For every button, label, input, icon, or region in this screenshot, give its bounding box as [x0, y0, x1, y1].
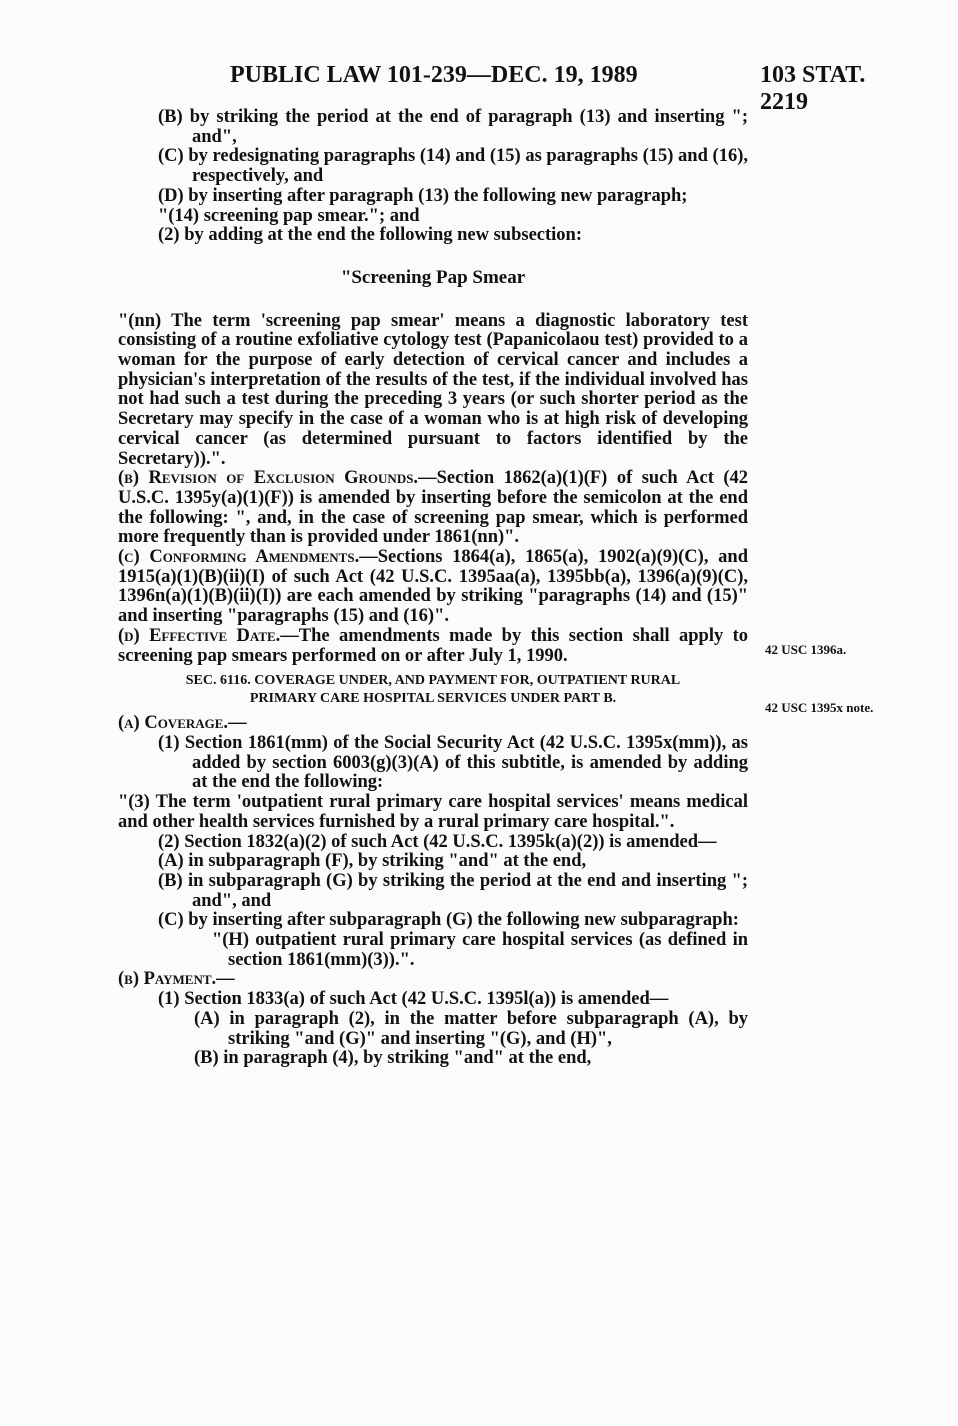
para-1832: (2) Section 1832(a)(2) of such Act (42 U.S.C. 1395k(a)(2)) is amended— [158, 831, 717, 852]
header-citation: PUBLIC LAW 101-239—DEC. 19, 1989 [230, 62, 638, 88]
margin-note-1395x: 42 USC 1395x note. [765, 700, 874, 715]
conforming-text: —Sections 1864(a), 1865(a), 1902(a)(9)(C), and 1915(a)(1)(B)(ii)(I) of such Act (42 U.S.C. 1395aa(a), 1395bb(a), 1396(a)(9)(C), 1396n(a)(1)(B)(ii)(I)) are each amended by striking "paragraphs (14) and (15)" and inserting "paragraphs (15) and (16)". [118, 547, 748, 627]
para-payment-label [118, 970, 748, 990]
para-q3: "(3) The term 'outpatient rural primary care hospital services' means medical and other health services furnished by a rural primary care hospital.". [118, 792, 748, 832]
subsection-heading: "Screening Pap Smear [340, 266, 526, 288]
section-heading-line2: PRIMARY CARE HOSPITAL SERVICES UNDER PART B. [249, 691, 617, 707]
para-add2: (2) by adding at the end the following new subsection: [158, 225, 583, 246]
para-c14: (C) by redesignating paragraphs (14) and (15) as paragraphs (15) and (16), respectively, and [158, 146, 748, 187]
section-heading-line1: SEC. 6116. COVERAGE UNDER, AND PAYMENT FOR, OUTPATIENT RURAL [185, 673, 681, 689]
para-conforming [118, 548, 748, 627]
para-d13: (D) by inserting after paragraph (13) the following new paragraph; [158, 185, 688, 206]
para-nn: "(nn) The term 'screening pap smear' means a diagnostic laboratory test consisting of a routine exfoliative cytology test (Papanicolaou test) provided to a woman for the purpose of early detection of cervical cancer and includes a physician's interpretation of the results of the test, if the individual involved has not had such a test during the preceding 3 years (or such shorter period as the Secretary may specify in the case of a woman who is at high risk of developing cervical cancer (as determined pursuant to factors identified by the Secretary)).". [118, 310, 748, 469]
para-1833: (1) Section 1833(a) of such Act (42 U.S.C. 1395l(a)) is amended— [158, 989, 669, 1010]
coverage-label: (a) Coverage. [118, 713, 229, 734]
payment-dash: — [216, 969, 235, 990]
conforming-label: (c) Conforming Amendments. [118, 547, 360, 568]
para-b13: (B) by striking the period at the end of paragraph (13) and inserting "; and", [158, 107, 748, 147]
para-cov1: (1) Section 1861(mm) of the Social Security Act (42 U.S.C. 1395x(mm)), as added by section 6003(g)(3)(A) of this subtitle, is amended by adding at the end the following: [158, 732, 748, 793]
para-coverage-label [118, 714, 748, 734]
effective-text: —The amendments made by this section shall apply to screening pap smears performed on or after July 1, 1990. [118, 625, 749, 666]
para-cG: (C) by inserting after subparagraph (G) the following new subparagraph: [158, 910, 739, 931]
effective-label: (d) Effective Date. [118, 625, 281, 646]
section-heading [118, 672, 748, 708]
para-q14: "(14) screening pap smear."; and [158, 205, 420, 226]
revision-label: (b) Revision of Exclusion Grounds. [118, 468, 419, 489]
para-a2: (A) in paragraph (2), in the matter before subparagraph (A), by striking "and (G)" and inserting "(G), and (H)", [194, 1008, 748, 1049]
para-effective [118, 627, 748, 666]
para-qH: "(H) outpatient rural primary care hospital services (as defined in section 1861(mm)(3)).". [212, 930, 748, 970]
margin-note-1396a: 42 USC 1396a. [765, 642, 847, 657]
para-revision [118, 469, 748, 548]
coverage-dash: — [228, 713, 247, 734]
para-aF: (A) in subparagraph (F), by striking "and" at the end, [158, 851, 587, 872]
document-body [118, 108, 748, 1069]
header-stat-page: 103 STAT. 2219 [760, 62, 866, 115]
revision-text: —Section 1862(a)(1)(F) of such Act (42 U.S.C. 1395y(a)(1)(F)) is amended by inserting before the semicolon at the end the following: ", and, in the case of screening pap smear, which is performed more frequently than is provided under 1861(nn)". [118, 468, 748, 548]
payment-label: (b) Payment. [118, 969, 217, 990]
para-b4: (B) in paragraph (4), by striking "and" at the end, [194, 1048, 592, 1069]
para-bG: (B) in subparagraph (G) by striking the period at the end and inserting "; and", and [158, 870, 748, 911]
